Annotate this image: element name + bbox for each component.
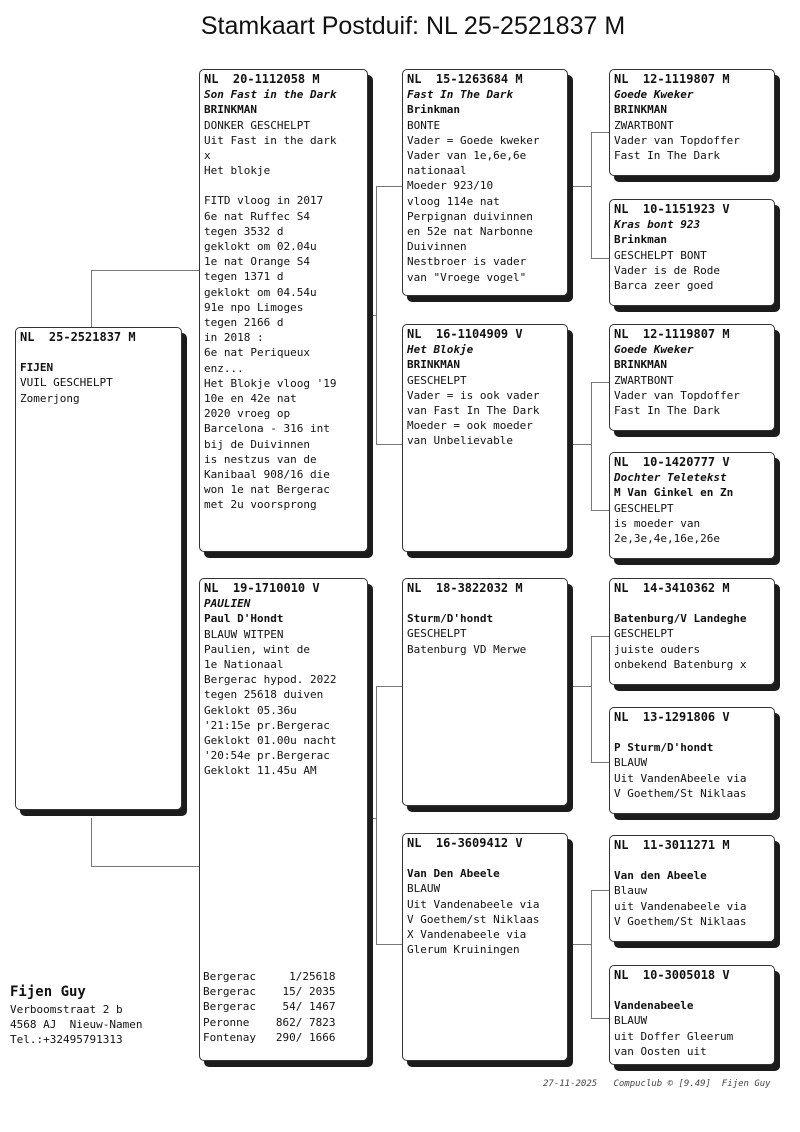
connector xyxy=(591,258,609,259)
detail-line: Kanibaal 908/16 die xyxy=(204,468,330,482)
detail-line: BLAUW WITPEN xyxy=(204,627,284,641)
detail-line: Moeder 923/10 xyxy=(407,179,494,193)
detail-line: 2020 vroeg op xyxy=(204,407,291,421)
connector xyxy=(376,686,402,687)
detail-line: V Goethem/st Niklaas xyxy=(407,912,540,926)
detail-line: onbekend Batenburg x xyxy=(614,657,747,671)
detail-line xyxy=(204,178,363,193)
detail-line: x xyxy=(204,149,211,163)
breeder-city: 4568 AJ Nieuw-Namen xyxy=(10,1018,143,1032)
detail-line: enz... xyxy=(204,361,244,375)
connector xyxy=(568,944,592,945)
race-result: Peronne 862/ 7823 xyxy=(203,1015,336,1029)
owner-name: Sturm/D'hondt xyxy=(407,612,494,626)
connector xyxy=(591,636,609,637)
detail-line: Barca zeer goed xyxy=(614,279,714,293)
ring-number: NL 16-1104909 V xyxy=(407,327,523,341)
pedigree-card-fff[interactable] xyxy=(609,69,775,176)
ring-number: NL 14-3410362 M xyxy=(614,581,730,595)
pedigree-card-mff[interactable] xyxy=(609,578,775,685)
detail-line: FITD vloog in 2017 xyxy=(204,194,324,208)
detail-line: 1e Nationaal xyxy=(204,658,284,672)
detail-line: van Fast In The Dark xyxy=(407,404,540,418)
connector xyxy=(368,818,377,819)
race-results xyxy=(203,969,335,1045)
breeder-name: Fijen Guy xyxy=(10,984,86,1000)
detail-line: Vader van Topdoffer xyxy=(614,388,740,402)
owner-name: M Van Ginkel en Zn xyxy=(614,486,734,500)
connector xyxy=(591,132,592,258)
detail-line: Het Blokje vloog '19 xyxy=(204,376,337,390)
detail-line: Barcelona - 316 int xyxy=(204,422,330,436)
ring-number: NL 19-1710010 V xyxy=(204,581,320,595)
detail-line: is nestzus van de xyxy=(204,452,317,466)
ring-number: NL 12-1119807 M xyxy=(614,72,730,86)
breeder-phone: Tel.:+32495791313 xyxy=(10,1033,123,1047)
pigeon-name: Son Fast in the Dark xyxy=(204,88,337,102)
connector xyxy=(591,890,609,891)
detail-line: Geklokt 11.45u AM xyxy=(204,764,317,778)
connector xyxy=(591,510,609,511)
owner-name: P Sturm/D'hondt xyxy=(614,741,714,755)
ring-number: NL 11-3011271 M xyxy=(614,838,730,852)
pigeon-name: PAULIEN xyxy=(204,597,251,611)
detail-line: juiste ouders xyxy=(614,642,701,656)
detail-line: 6e nat Ruffec S4 xyxy=(204,209,310,223)
detail-line: BONTE xyxy=(407,118,441,132)
detail-line: Vader van Topdoffer xyxy=(614,133,740,147)
detail-line: '21:15e pr.Bergerac xyxy=(204,718,330,732)
owner-name: Vandenabeele xyxy=(614,999,694,1013)
detail-line: is moeder van xyxy=(614,516,701,530)
detail-line: ZWARTBONT xyxy=(614,118,674,132)
connector xyxy=(91,270,92,330)
ring-number: NL 16-3609412 V xyxy=(407,836,523,850)
connector xyxy=(591,382,592,510)
owner-name: BRINKMAN xyxy=(614,103,667,117)
detail-line: tegen 1371 d xyxy=(204,270,284,284)
detail-line: Vader = is ook vader xyxy=(407,388,540,402)
detail-line: Nestbroer is vader xyxy=(407,255,527,269)
footer-credit: 27-11-2025 Compuclub © [9.49] Fijen Guy xyxy=(543,1079,771,1089)
detail-line: uit Vandenabeele via xyxy=(614,899,747,913)
detail-line: Perpignan duivinnen xyxy=(407,209,533,223)
detail-line: tegen 3532 d xyxy=(204,224,284,238)
detail-line: 2e,3e,4e,16e,26e xyxy=(614,532,720,546)
connector xyxy=(591,636,592,762)
owner-name: Batenburg/V Landeghe xyxy=(614,612,747,626)
connector xyxy=(591,1018,609,1019)
detail-line: 91e npo Limoges xyxy=(204,300,304,314)
detail-line: en 52e nat Narbonne xyxy=(407,225,533,239)
pedigree-card-fmm[interactable] xyxy=(609,452,775,559)
connector xyxy=(91,818,92,866)
pedigree-card-mmf[interactable] xyxy=(609,835,775,942)
detail-line: Duivinnen xyxy=(407,240,467,254)
detail-line: DONKER GESCHELPT xyxy=(204,118,310,132)
detail-line: Paulien, wint de xyxy=(204,642,310,656)
detail-line: Batenburg VD Merwe xyxy=(407,642,527,656)
pedigree-card-mf[interactable] xyxy=(402,578,568,806)
owner-name: Van Den Abeele xyxy=(407,867,500,881)
detail-line: V Goethem/St Niklaas xyxy=(614,786,747,800)
detail-line: van Oosten uit xyxy=(614,1044,707,1058)
detail-line: in 2018 : xyxy=(204,331,264,345)
owner-name: BRINKMAN xyxy=(204,103,257,117)
pigeon-name: Goede Kweker xyxy=(614,88,694,102)
connector xyxy=(368,315,377,316)
connector xyxy=(91,270,201,271)
connector xyxy=(376,186,402,187)
detail-line: uit Doffer Gleerum xyxy=(614,1029,734,1043)
breeder-address: Verboomstraat 2 b xyxy=(10,1003,123,1016)
detail-line: GESCHELPT BONT xyxy=(614,248,707,262)
connector xyxy=(376,944,402,945)
pigeon-name: Goede Kweker xyxy=(614,343,694,357)
pedigree-card-mfm[interactable] xyxy=(609,707,775,814)
detail-line: Geklokt 05.36u xyxy=(204,703,297,717)
detail-line: met 2u voorsprong xyxy=(204,498,317,512)
detail-line: ZWARTBONT xyxy=(614,373,674,387)
owner-name: BRINKMAN xyxy=(407,358,460,372)
connector xyxy=(591,890,592,1018)
race-result: Fontenay 290/ 1666 xyxy=(203,1030,336,1044)
owner-name: FIJEN xyxy=(20,361,54,375)
ring-number: NL 20-1112058 M xyxy=(204,72,320,86)
connector xyxy=(568,444,592,445)
detail-line: Uit VandenAbeele via xyxy=(614,771,747,785)
owner-name: Brinkman xyxy=(614,233,667,247)
detail-line: V Goethem/St Niklaas xyxy=(614,914,747,928)
pedigree-card-father[interactable] xyxy=(199,69,368,552)
ring-number: NL 10-1420777 V xyxy=(614,455,730,469)
detail-line: Geklokt 01.00u nacht xyxy=(204,734,337,748)
detail-line: tegen 25618 duiven xyxy=(204,688,324,702)
detail-line: van Unbelievable xyxy=(407,434,513,448)
detail-line: GESCHELPT xyxy=(614,627,674,641)
detail-line: BLAUW xyxy=(614,1014,648,1028)
detail-line: 1e nat Orange S4 xyxy=(204,255,310,269)
race-result: Bergerac 54/ 1467 xyxy=(203,1000,336,1014)
detail-line: geklokt om 04.54u xyxy=(204,285,317,299)
detail-line: vloog 114e nat xyxy=(407,194,500,208)
detail-line: Het blokje xyxy=(204,164,271,178)
connector xyxy=(591,762,609,763)
race-result: Bergerac 1/25618 xyxy=(203,970,336,983)
detail-line: 6e nat Periqueux xyxy=(204,346,310,360)
pigeon-name: Dochter Teletekst xyxy=(614,471,727,485)
connector xyxy=(376,686,377,944)
pigeon-name: Kras bont 923 xyxy=(614,218,701,232)
ring-number: NL 10-1151923 V xyxy=(614,202,730,216)
detail-line: Fast In The Dark xyxy=(614,404,720,418)
detail-line: Moeder = ook moeder xyxy=(407,419,533,433)
pedigree-card-ff[interactable] xyxy=(402,69,568,296)
detail-line: Zomerjong xyxy=(20,391,80,405)
detail-line: Uit Fast in the dark xyxy=(204,133,337,147)
detail-line: VUIL GESCHELPT xyxy=(20,376,113,390)
detail-line: Glerum Kruiningen xyxy=(407,943,520,957)
race-result: Bergerac 15/ 2035 xyxy=(203,985,336,999)
owner-name: BRINKMAN xyxy=(614,358,667,372)
detail-line: won 1e nat Bergerac xyxy=(204,483,330,497)
detail-line: van "Vroege vogel" xyxy=(407,270,527,284)
connector xyxy=(376,444,402,445)
owner-name: Paul D'Hondt xyxy=(204,612,284,626)
breeder-info xyxy=(10,982,142,1048)
ring-number: NL 10-3005018 V xyxy=(614,968,730,982)
owner-name: Van den Abeele xyxy=(614,869,707,883)
page-title: Stamkaart Postduif: NL 25-2521837 M xyxy=(200,12,626,40)
detail-line: geklokt om 02.04u xyxy=(204,240,317,254)
pedigree-card-fmf[interactable] xyxy=(609,324,775,431)
pedigree-card-fm[interactable] xyxy=(402,324,568,552)
connector xyxy=(591,132,609,133)
pedigree-card-mmm[interactable] xyxy=(609,965,775,1065)
detail-line: nationaal xyxy=(407,164,467,178)
connector xyxy=(91,866,201,867)
connector xyxy=(568,686,592,687)
detail-line: Blauw xyxy=(614,884,648,898)
detail-line: Uit Vandenabeele via xyxy=(407,897,540,911)
detail-line: bij de Duivinnen xyxy=(204,437,310,451)
pedigree-card-mm[interactable] xyxy=(402,833,568,1061)
detail-line: tegen 2166 d xyxy=(204,316,284,330)
detail-line: 10e en 42e nat xyxy=(204,392,297,406)
detail-line: Vader = Goede kweker xyxy=(407,133,540,147)
detail-line: '20:54e pr.Bergerac xyxy=(204,749,330,763)
detail-line: GESCHELPT xyxy=(407,627,467,641)
pigeon-name: Fast In The Dark xyxy=(407,88,513,102)
ring-number: NL 13-1291806 V xyxy=(614,710,730,724)
connector xyxy=(591,382,609,383)
ring-number: NL 18-3822032 M xyxy=(407,581,523,595)
pigeon-name: Het Blokje xyxy=(407,343,474,357)
owner-name: Brinkman xyxy=(407,103,460,117)
detail-line: Vader is de Rode xyxy=(614,263,720,277)
detail-line: Vader van 1e,6e,6e xyxy=(407,149,527,163)
ring-number: NL 15-1263684 M xyxy=(407,72,523,86)
detail-line: BLAUW xyxy=(407,882,441,896)
pedigree-card-ffm[interactable] xyxy=(609,199,775,306)
ring-number: NL 12-1119807 M xyxy=(614,327,730,341)
detail-line: X Vandenabeele via xyxy=(407,928,527,942)
detail-line: Bergerac hypod. 2022 xyxy=(204,673,337,687)
detail-line: GESCHELPT xyxy=(407,373,467,387)
ring-number: NL 25-2521837 M xyxy=(20,330,136,344)
detail-line: GESCHELPT xyxy=(614,501,674,515)
detail-line: BLAUW xyxy=(614,756,648,770)
connector xyxy=(568,186,592,187)
pedigree-card-subject[interactable] xyxy=(15,327,182,810)
detail-line: Fast In The Dark xyxy=(614,149,720,163)
